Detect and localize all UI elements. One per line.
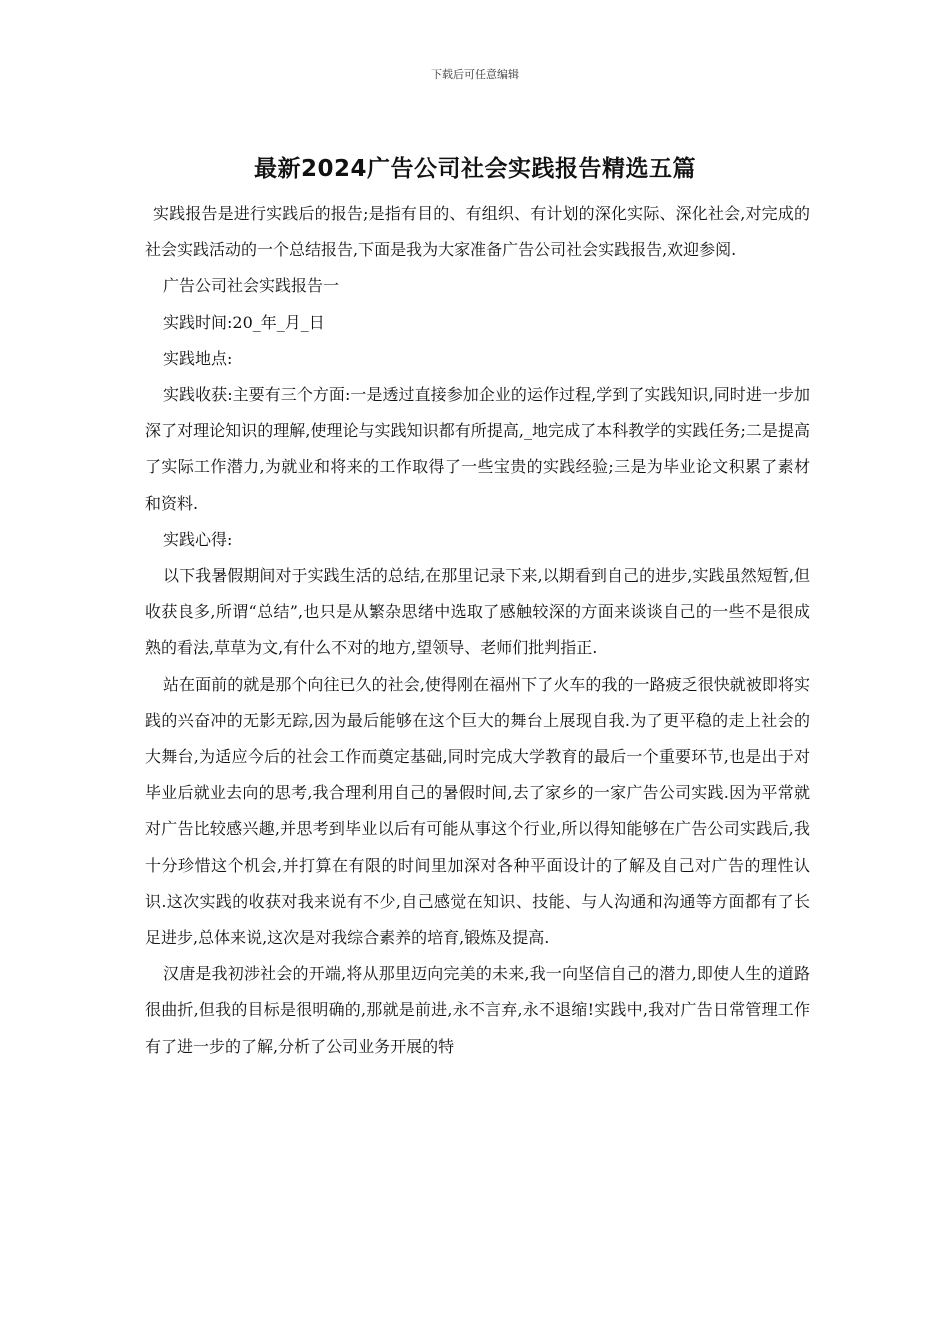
body-paragraph: 以下我暑假期间对于实践生活的总结,在那里记录下来,以期看到自己的进步,实践虽然短暂,但收获良多,所谓“总结”,也只是从繁杂思绪中选取了感触较深的方面来谈谈自己的一些不是很成熟的看法,草草为文,有什么不对的地方,望领导、老师们批判指正. [145, 566, 810, 658]
document-body [145, 196, 810, 1065]
practice-location: 实践地点: [163, 348, 233, 368]
body-paragraph: 汉唐是我初涉社会的开端,将从那里迈向完美的未来,我一向坚信自己的潜力,即使人生的道路很曲折,但我的目标是很明确的,那就是前进,永不言弃,永不退缩!实践中,我对广告日常管理工作有了进一步的了解,分析了公司业务开展的特 [145, 964, 810, 1056]
practice-time: 实践时间:20_年_月_日 [163, 312, 325, 332]
section-heading: 广告公司社会实践报告一 [163, 276, 340, 296]
practice-gains-paragraph: 实践收获:主要有三个方面:一是透过直接参加企业的运作过程,学到了实践知识,同时进一步加深了对理论知识的理解,使理论与实践知识都有所提高,_地完成了本科教学的实践任务;二是提高了实际工作潜力,为就业和将来的工作取得了一些宝贵的实践经验;三是为毕业论文积累了素材和资料. [145, 385, 810, 513]
body-paragraph: 站在面前的就是那个向往已久的社会,使得刚在福州下了火车的我的一路疲乏很快就被即将实践的兴奋冲的无影无踪,因为最后能够在这个巨大的舞台上展现自我.为了更平稳的走上社会的大舞台,为适应今后的社会工作而奠定基础,同时完成大学教育的最后一个重要环节,也是出于对毕业后就业去向的思考,我合理利用自己的暑假时间,去了家乡的一家广告公司实践.因为平常就对广告比较感兴趣,并思考到毕业以后有可能从事这个行业,所以得知能够在广告公司实践后,我十分珍惜这个机会,并打算在有限的时间里加深对各种平面设计的了解及自己对广告的理性认识.这次实践的收获对我来说有不少,自己感觉在知识、技能、与人沟通和沟通等方面都有了长足进步,总体来说,这次是对我综合素养的培育,锻炼及提高. [145, 674, 810, 948]
practice-reflection-heading: 实践心得: [163, 529, 233, 549]
page-header-note: 下载后可任意编辑 [431, 68, 519, 81]
intro-paragraph: 实践报告是进行实践后的报告;是指有目的、有组织、有计划的深化实际、深化社会,对完成的社会实践活动的一个总结报告,下面是我为大家准备广告公司社会实践报告,欢迎参阅. [145, 204, 810, 260]
document-title: 最新2024广告公司社会实践报告精选五篇 [253, 156, 696, 182]
